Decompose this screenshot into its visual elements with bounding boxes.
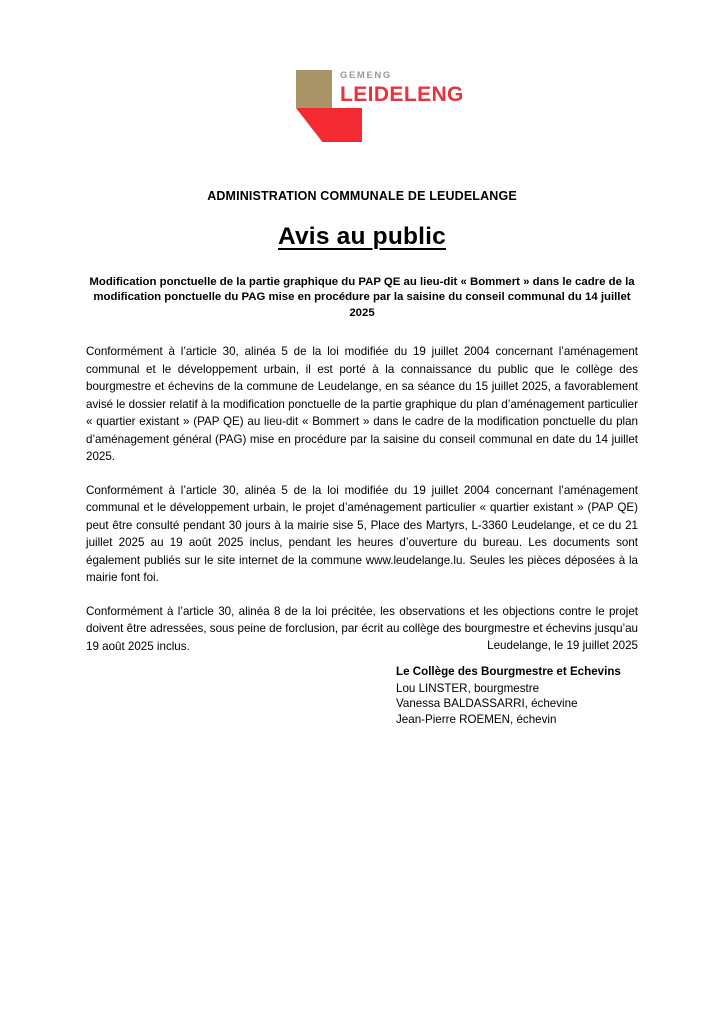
body-paragraph: Conformément à l’article 30, alinéa 5 de la loi modifiée du 19 juillet 2004 concernant l’aménagement communal et le développement urbain, il est porté à la connaissance du public que le collège des bourgmestre et échevins de la commune de Leudelange, en sa séance du 15 juillet 2025, a favorablement avisé le dossier relatif à la modification ponctuelle de la partie graphique du plan d’aménagement particulier « quartier existant » (PAP QE) au lieu-dit « Bommert » dans le cadre de la modification ponctuelle du plan d’aménagement général (PAG) mise en procédure par la saisine du conseil communal en date du 14 juillet 2025.: [86, 345, 638, 463]
body-paragraph: Conformément à l’article 30, alinéa 5 de la loi modifiée du 19 juillet 2004 concernant l’aménagement communal et le développement urbain, le projet d’aménagement particulier « quartier existant » (PAP QE) peut être consulté pendant 30 jours à la mairie sise 5, Place des Martyrs, L-3360 Leudelange, et ce du 21 juillet 2025 au 19 août 2025 inclus, pendant les heures d’ouverture du bureau. Les documents sont également publiés sur le site internet de la commune www.leudelange.lu. Seules les pièces déposées à la mairie font foi.: [86, 483, 638, 584]
signature-block: [396, 664, 646, 727]
logo-gemeng-label: GEMENG: [340, 70, 392, 81]
college-title: Le Collège des Bourgmestre et Echevins: [396, 665, 621, 678]
body-paragraph: Conformément à l’article 30, alinéa 8 de la loi précitée, les observations et les objections contre le projet doivent être adressées, sous peine de forclusion, par écrit au collège des bourgmestre et échevins jusqu’au 19 août 2025 inclus.: [86, 604, 638, 653]
page-title-text: Avis au public: [278, 223, 446, 250]
place-and-date: Leudelange, le 19 juillet 2025: [487, 639, 638, 652]
commune-logo: [296, 68, 464, 142]
logo-leideleng-label: LEIDELENG: [340, 83, 464, 106]
signatory-name: Jean-Pierre ROEMEN, échevin: [396, 712, 557, 726]
document-body: [86, 343, 638, 655]
administration-heading: ADMINISTRATION COMMUNALE DE LEUDELANGE: [207, 189, 517, 203]
logo-wordmark: [340, 70, 464, 106]
signatory-name: Vanessa BALDASSARRI, échevine: [396, 697, 578, 711]
document-subtitle: Modification ponctuelle de la partie graphique du PAP QE au lieu-dit « Bommert » dans le cadre de la modification ponctuelle du PAG mise en procédure par la saisine du conseil communal du 14 juillet 2025: [89, 276, 635, 319]
page-title: [0, 223, 724, 251]
signatory-name: Lou LINSTER, bourgmestre: [396, 681, 540, 695]
logo-red-flag-icon: [296, 108, 362, 142]
logo-tan-square-icon: [296, 70, 332, 108]
